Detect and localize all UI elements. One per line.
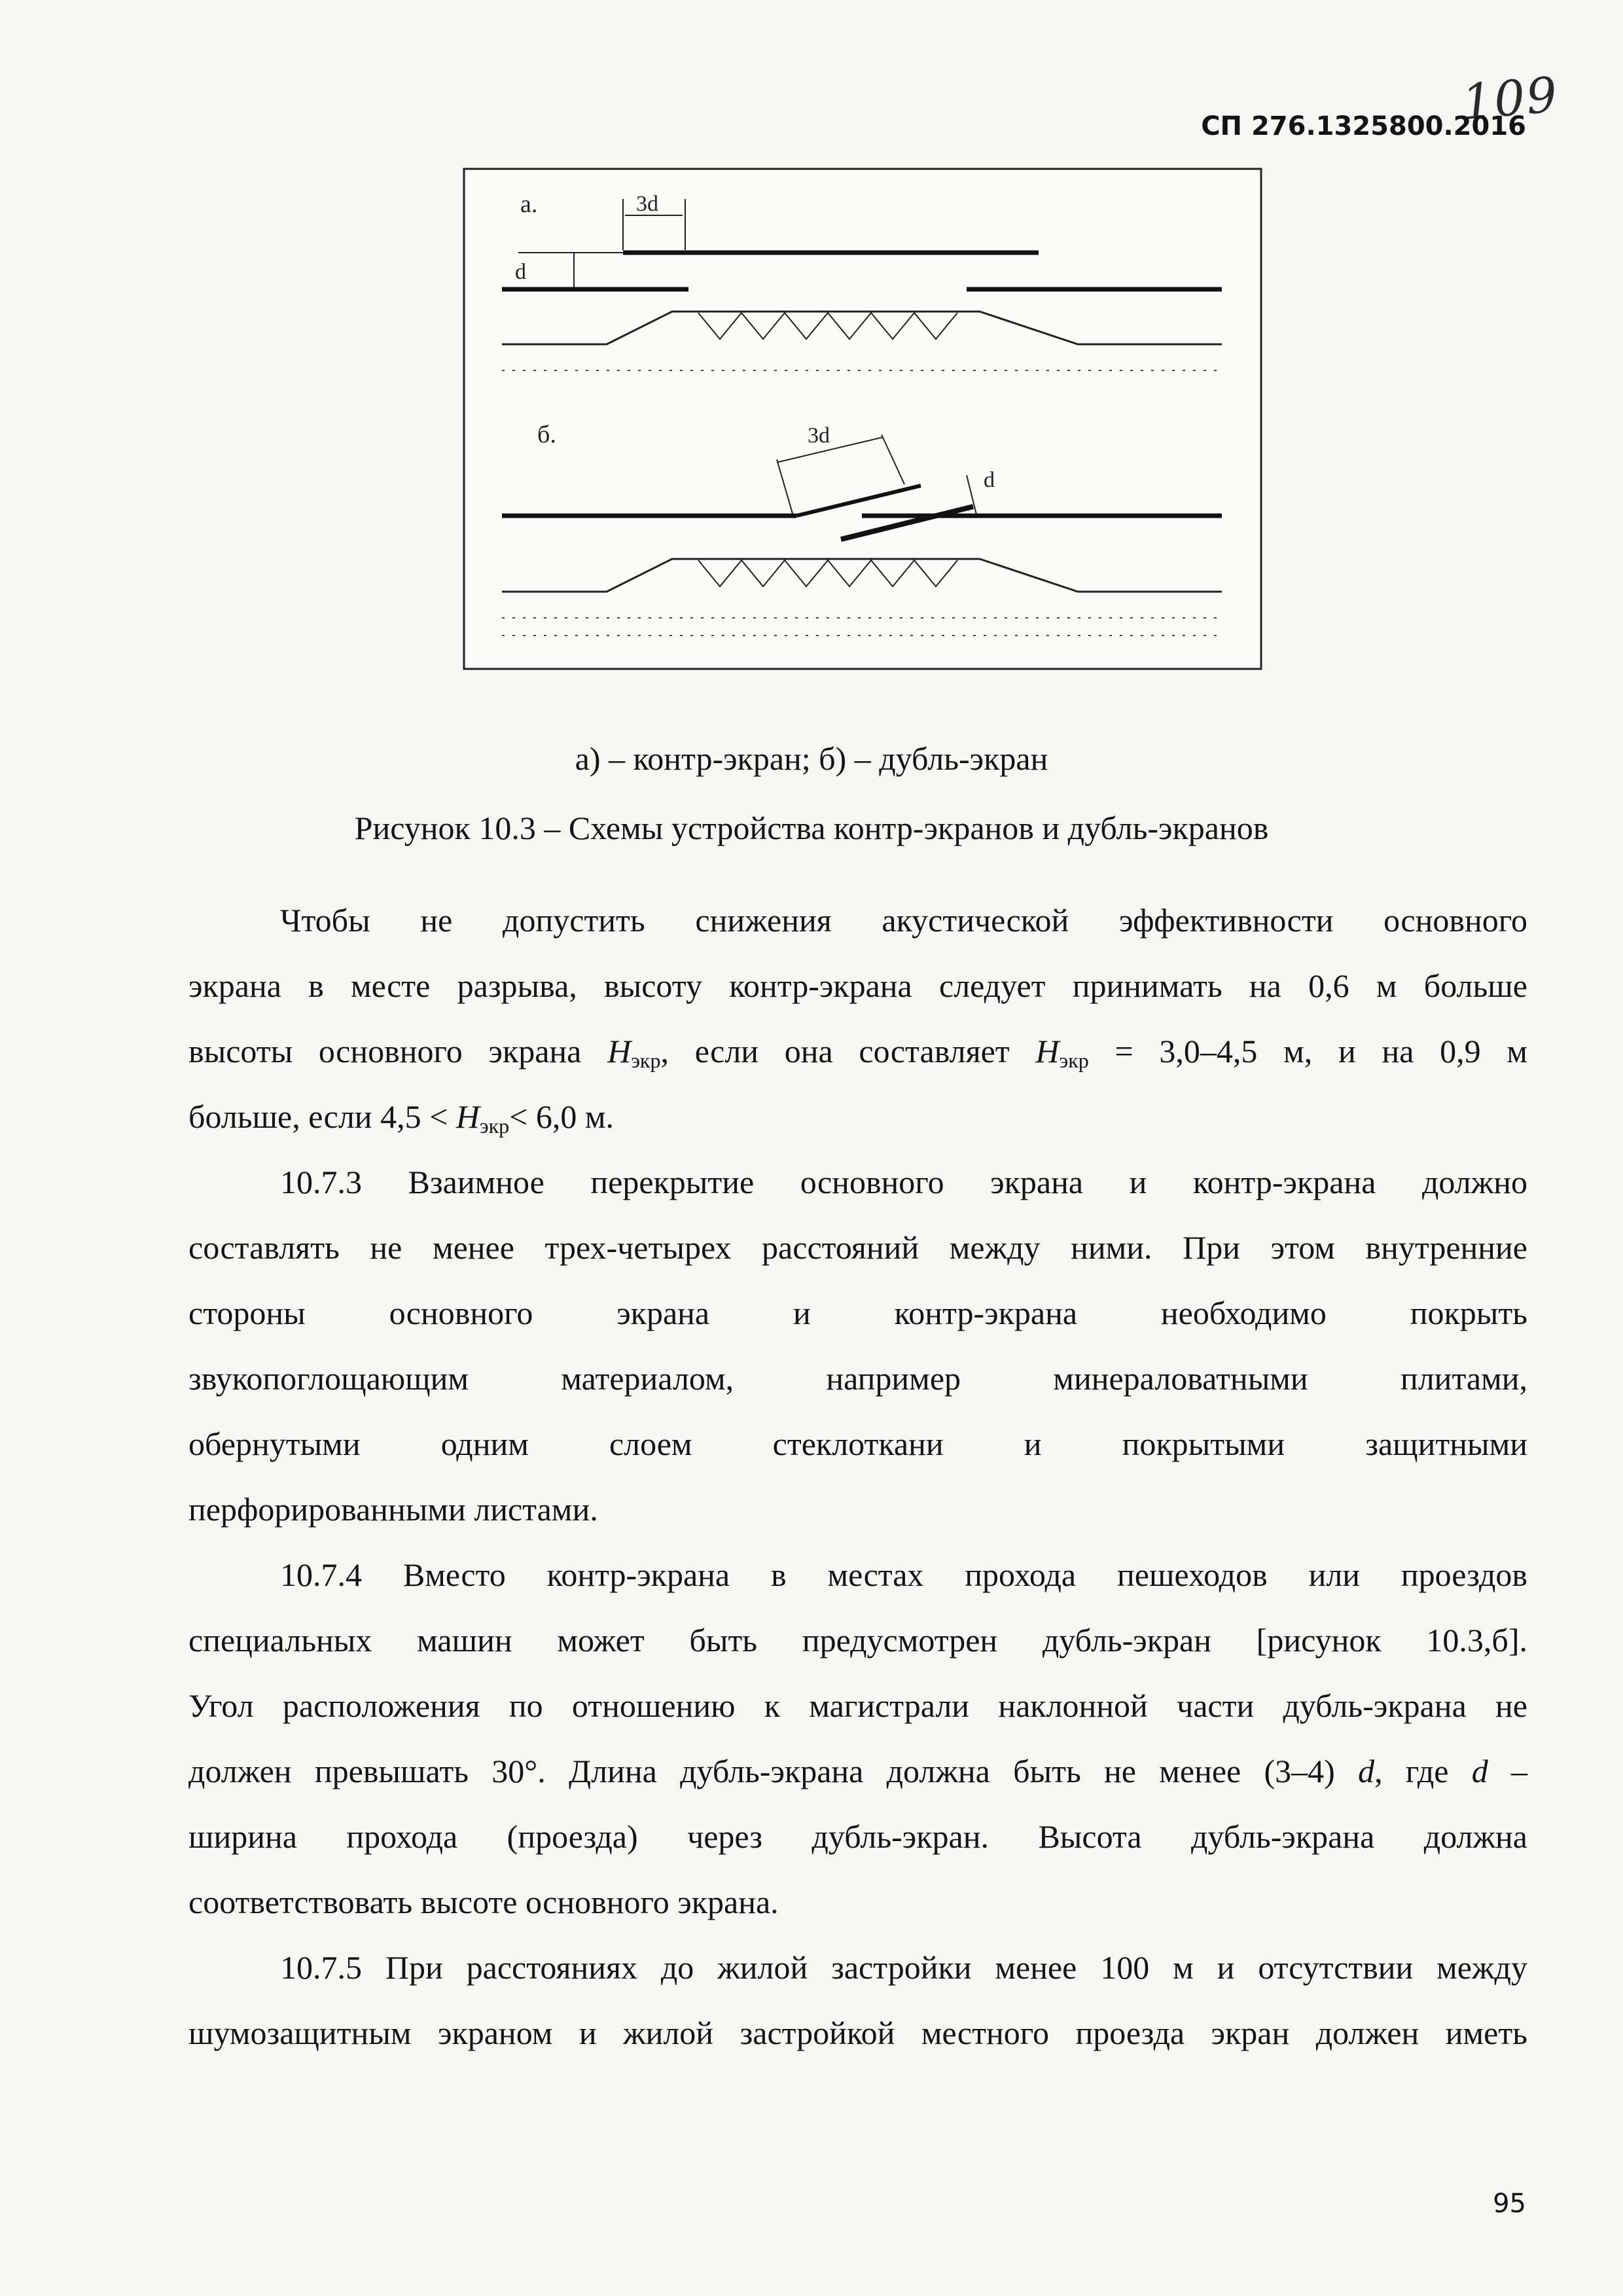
text-line: перфорированными листами. [188, 1491, 598, 1528]
text-line [188, 1018, 1527, 1084]
text-fragment: , если она составляет [660, 1033, 1036, 1069]
text-fragment: больше, если 4,5 < [188, 1098, 456, 1135]
panel-a-label: а. [520, 190, 538, 218]
panel-b-d-label: d [984, 468, 995, 492]
text-fragment: , где [1374, 1753, 1472, 1789]
text-line: соответствовать высоте основного экрана. [188, 1884, 779, 1920]
page-number: 95 [1493, 2189, 1526, 2219]
subscript-ekr: экр [479, 1114, 510, 1138]
text-fragment: = 3,0–4,5 м, и на 0,9 м [1088, 1033, 1528, 1069]
figure-10-3 [463, 168, 1262, 670]
figure-subcaption: а) – контр-экран; б) – дубль-экран [575, 740, 1048, 777]
text-fragment: высоты основного экрана [188, 1033, 608, 1069]
screen-scheme-diagram [463, 168, 1262, 670]
text-line: специальных машин может быть предусмотрен дубль-экран [рисунок 10.3,б]. [188, 1622, 1527, 1659]
subscript-ekr: экр [631, 1049, 661, 1072]
h-symbol: H [607, 1033, 632, 1069]
h-symbol: H [455, 1098, 480, 1135]
text-line: составлять не менее трех-четырех расстояний между ними. При этом внутренние [188, 1229, 1527, 1266]
d-symbol: d [1358, 1753, 1375, 1789]
figure-frame [464, 169, 1261, 669]
text-line: шумозащитным экраном и жилой застройкой местного проезда экран должен иметь [188, 2015, 1527, 2051]
subscript-ekr: экр [1059, 1049, 1089, 1072]
paragraph-10-7-3 [188, 1149, 1527, 1542]
text-line: 10.7.4 Вместо контр-экрана в местах прохода пешеходов или проездов [280, 1556, 1527, 1593]
text-line: 10.7.3 Взаимное перекрытие основного экрана и контр-экрана должно [280, 1164, 1527, 1200]
paragraph-10-7-4 [188, 1542, 1527, 1935]
text-fragment: должен превышать 30°. Длина дубль-экрана должна быть не менее (3–4) [188, 1753, 1359, 1789]
text-line [188, 1738, 1527, 1804]
text-line: ширина прохода (проезда) через дубль-экран. Высота дубль-экрана должна [188, 1818, 1527, 1855]
text-line [188, 1084, 1527, 1149]
text-fragment: – [1488, 1753, 1527, 1789]
d-symbol: d [1471, 1753, 1488, 1789]
panel-a-3d-label: 3d [636, 192, 658, 216]
panel-a-d-label: d [515, 260, 526, 284]
text-line: обернутыми одним слоем стеклоткани и покрытыми защитными [188, 1426, 1527, 1462]
document-number: СП 276.1325800.2016 [1201, 111, 1526, 141]
paragraph-10-7-5 [188, 1935, 1527, 2066]
figure-caption: Рисунок 10.3 – Схемы устройства контр-экранов и дубль-экранов [354, 810, 1269, 846]
paragraph-1 [188, 888, 1527, 1149]
panel-b-label: б. [537, 421, 556, 448]
handwritten-page-number: 109 [1459, 66, 1561, 132]
h-symbol: H [1035, 1033, 1060, 1069]
text-line: экрана в месте разрыва, высоту контр-экрана следует принимать на 0,6 м больше [188, 967, 1527, 1004]
text-fragment: < 6,0 м. [509, 1098, 614, 1135]
text-line: звукопоглощающим материалом, например минераловатными плитами, [188, 1360, 1527, 1397]
text-line: 10.7.5 При расстояниях до жилой застройки менее 100 м и отсутствии между [280, 1949, 1527, 1986]
panel-b-3d-label: 3d [808, 423, 830, 448]
text-line: Чтобы не допустить снижения акустической эффективности основного [280, 902, 1527, 939]
text-line: стороны основного экрана и контр-экрана необходимо покрыть [188, 1295, 1527, 1331]
text-line: Угол расположения по отношению к магистрали наклонной части дубль-экрана не [188, 1687, 1527, 1724]
